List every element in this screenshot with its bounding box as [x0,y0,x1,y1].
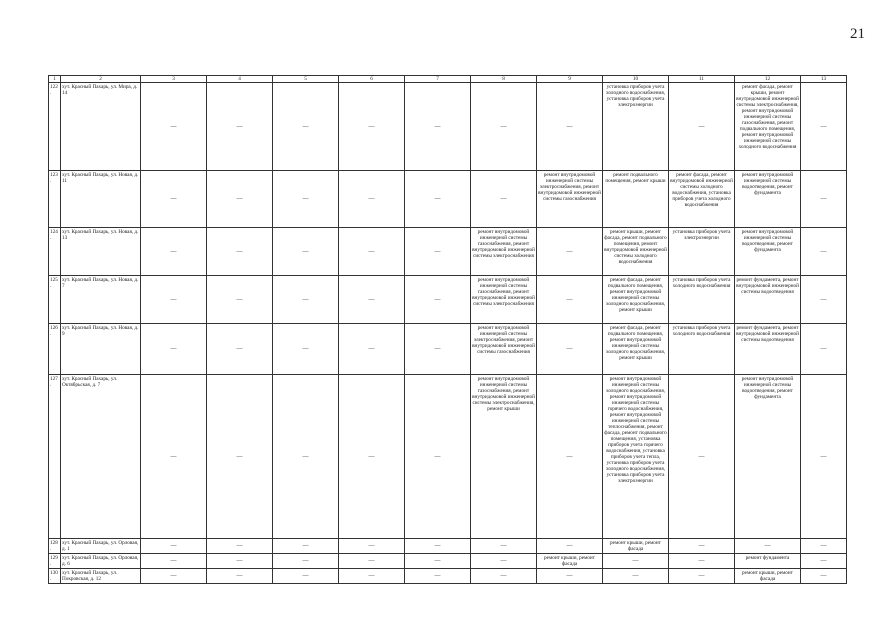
work-type-cell: ремонт внутридомовой инженерной системы газоснабжения, ремонт внутридомовой инженерной системы электроснабжения [471,276,537,324]
empty-cell: — [339,228,405,276]
empty-cell: — [537,83,603,171]
empty-cell: — [537,539,603,554]
column-header: 3 [141,76,207,83]
empty-cell: — [273,171,339,228]
empty-cell: — [537,276,603,324]
address-cell: хут. Красный Пахарь, ул. Орловая, д. 6 [61,554,141,569]
address-cell: хут. Красный Пахарь, ул. Орловая, д. 1 [61,539,141,554]
column-header: 2 [61,76,141,83]
empty-cell: — [207,276,273,324]
empty-cell: — [207,171,273,228]
empty-cell: — [141,324,207,375]
work-type-cell: ремонт подвального помещения, ремонт крыши [603,171,669,228]
empty-cell: — [141,539,207,554]
row-number: 123. [49,171,61,228]
empty-cell: — [141,554,207,569]
column-header: 11 [669,76,735,83]
work-type-cell: ремонт фасада, ремонт подвального помещения, ремонт внутридомовой инженерной системы холодного водоснабжения, ремонт крыши [603,324,669,375]
repair-schedule-table [48,75,847,584]
empty-cell: — [471,171,537,228]
empty-cell: — [801,228,847,276]
empty-cell: — [141,228,207,276]
work-type-cell: ремонт крыши, ремонт фасада [603,539,669,554]
empty-cell: — [207,324,273,375]
column-header: 7 [405,76,471,83]
empty-cell: — [669,554,735,569]
work-type-cell: установка приборов учета электроэнергии [669,228,735,276]
empty-cell: — [537,569,603,584]
work-type-cell: ремонт внутридомовой инженерной системы газоснабжения, ремонт внутридомовой инженерной системы электроснабжения, ремонт крыши [471,375,537,539]
address-cell: хут. Красный Пахарь, ул. Октябрьская, д. 7 [61,375,141,539]
row-number: 130. [49,569,61,584]
empty-cell: — [537,324,603,375]
empty-cell: — [339,569,405,584]
empty-cell: — [273,276,339,324]
empty-cell: — [405,554,471,569]
empty-cell: — [537,228,603,276]
empty-cell: — [339,554,405,569]
empty-cell: — [801,375,847,539]
empty-cell: — [801,324,847,375]
work-type-cell: ремонт внутридомовой инженерной системы водоотведения, ремонт фундамента [735,171,801,228]
empty-cell: — [405,569,471,584]
empty-cell: — [603,554,669,569]
empty-cell: — [207,375,273,539]
empty-cell: — [339,171,405,228]
work-type-cell: ремонт внутридомовой инженерной системы водоотведения, ремонт фундамента [735,375,801,539]
empty-cell: — [471,554,537,569]
empty-cell: — [339,276,405,324]
empty-cell: — [207,554,273,569]
row-number: 124. [49,228,61,276]
empty-cell: — [801,276,847,324]
work-type-cell: ремонт внутридомовой инженерной системы газоснабжения, ремонт внутридомовой инженерной системы электроснабжения [471,228,537,276]
table-row [49,554,847,569]
column-header: 1 [49,76,61,83]
column-header: 12 [735,76,801,83]
empty-cell: — [405,228,471,276]
empty-cell: — [801,569,847,584]
work-type-cell: ремонт внутридомовой инженерной системы холодного водоснабжения, ремонт внутридомовой инженерной системы горячего водоснабжения, ремонт внутридомовой инженерной системы теплоснабжения, ремонт фасада, ремонт подвального помещения, установка приборов учета горячего водоснабжения, установка приборов учета тепла, установка приборов учета холодного водоснабжения, установка приборов учета электроэнергии [603,375,669,539]
empty-cell: — [603,569,669,584]
empty-cell: — [735,539,801,554]
work-type-cell: ремонт фундамента [735,554,801,569]
column-header: 8 [471,76,537,83]
empty-cell: — [207,228,273,276]
column-number-row [49,76,847,83]
empty-cell: — [141,375,207,539]
empty-cell: — [405,171,471,228]
row-number: 128. [49,539,61,554]
empty-cell: — [273,83,339,171]
column-header: 13 [801,76,847,83]
empty-cell: — [273,554,339,569]
empty-cell: — [537,375,603,539]
empty-cell: — [207,83,273,171]
address-cell: хут. Красный Пахарь, ул. Новая, д. 13 [61,228,141,276]
work-type-cell: ремонт фасада, ремонт подвального помещения, ремонт внутридомовой инженерной системы холодного водоснабжения, ремонт крыши [603,276,669,324]
empty-cell: — [801,554,847,569]
empty-cell: — [669,569,735,584]
table-row [49,375,847,539]
address-cell: хут. Красный Пахарь, ул. Новая, д. 11 [61,171,141,228]
empty-cell: — [669,375,735,539]
empty-cell: — [801,539,847,554]
empty-cell: — [273,375,339,539]
table-row [49,171,847,228]
address-cell: хут. Красный Пахарь, ул. Мира, д. 14 [61,83,141,171]
table-body [49,83,847,584]
empty-cell: — [801,83,847,171]
column-header: 4 [207,76,273,83]
empty-cell: — [339,375,405,539]
table-row [49,276,847,324]
empty-cell: — [405,276,471,324]
table-row [49,539,847,554]
row-number: 127. [49,375,61,539]
empty-cell: — [141,83,207,171]
work-type-cell: установка приборов учета холодного водоснабжения, установка приборов учета электроэнергии [603,83,669,171]
empty-cell: — [405,83,471,171]
work-type-cell: установка приборов учета холодного водоснабжения [669,276,735,324]
work-type-cell: ремонт крыши, ремонт фасада [735,569,801,584]
row-number: 129. [49,554,61,569]
empty-cell: — [207,569,273,584]
row-number: 122. [49,83,61,171]
column-header: 9 [537,76,603,83]
work-type-cell: ремонт внутридомовой инженерной системы электроснабжения, ремонт внутридомовой инженерной системы газоснабжения [537,171,603,228]
empty-cell: — [669,539,735,554]
address-cell: хут. Красный Пахарь, ул. Новая, д. 9 [61,324,141,375]
work-type-cell: ремонт внутридомовой инженерной системы водоотведения, ремонт фундамента [735,228,801,276]
table-row [49,324,847,375]
empty-cell: — [141,171,207,228]
address-cell: хут. Красный Пахарь, ул. Покровская, д. 12 [61,569,141,584]
work-type-cell: ремонт крыши, ремонт фасада, ремонт подвального помещения, ремонт внутридомовой инженерной системы холодного водоснабжения [603,228,669,276]
work-type-cell: ремонт фундамента, ремонт внутридомовой инженерной системы водоотведения [735,276,801,324]
table-row [49,569,847,584]
empty-cell: — [141,276,207,324]
table-row [49,83,847,171]
empty-cell: — [141,569,207,584]
empty-cell: — [801,171,847,228]
empty-cell: — [273,228,339,276]
empty-cell: — [339,539,405,554]
empty-cell: — [273,324,339,375]
row-number: 125. [49,276,61,324]
empty-cell: — [339,324,405,375]
empty-cell: — [471,83,537,171]
empty-cell: — [207,539,273,554]
empty-cell: — [471,569,537,584]
empty-cell: — [405,375,471,539]
work-type-cell: ремонт фасада, ремонт крыши, ремонт внутридомовой инженерной системы электроснабжения, ремонт внутридомовой инженерной системы газоснабжения, ремонт подвального помещения, ремонт внутридомовой инженерной системы холодного водоснабжения [735,83,801,171]
empty-cell: — [273,569,339,584]
work-type-cell: ремонт внутридомовой инженерной системы электроснабжения, ремонт внутридомовой инженерной системы газоснабжения [471,324,537,375]
column-header: 6 [339,76,405,83]
row-number: 126. [49,324,61,375]
empty-cell: — [669,83,735,171]
work-type-cell: ремонт фасада, ремонт внутридомовой инженерной системы холодного водоснабжения, установка приборов учета холодного водоснабжения [669,171,735,228]
table-row [49,228,847,276]
work-type-cell: установка приборов учета холодного водоснабжения [669,324,735,375]
work-type-cell: ремонт крыши, ремонт фасада [537,554,603,569]
empty-cell: — [405,539,471,554]
empty-cell: — [471,539,537,554]
empty-cell: — [339,83,405,171]
work-type-cell: ремонт фундамента, ремонт внутридомовой инженерной системы водоотведения [735,324,801,375]
address-cell: хут. Красный Пахарь, ул. Новая, д. 7 [61,276,141,324]
empty-cell: — [405,324,471,375]
empty-cell: — [273,539,339,554]
column-header: 5 [273,76,339,83]
page-number: 21 [850,26,865,42]
column-header: 10 [603,76,669,83]
